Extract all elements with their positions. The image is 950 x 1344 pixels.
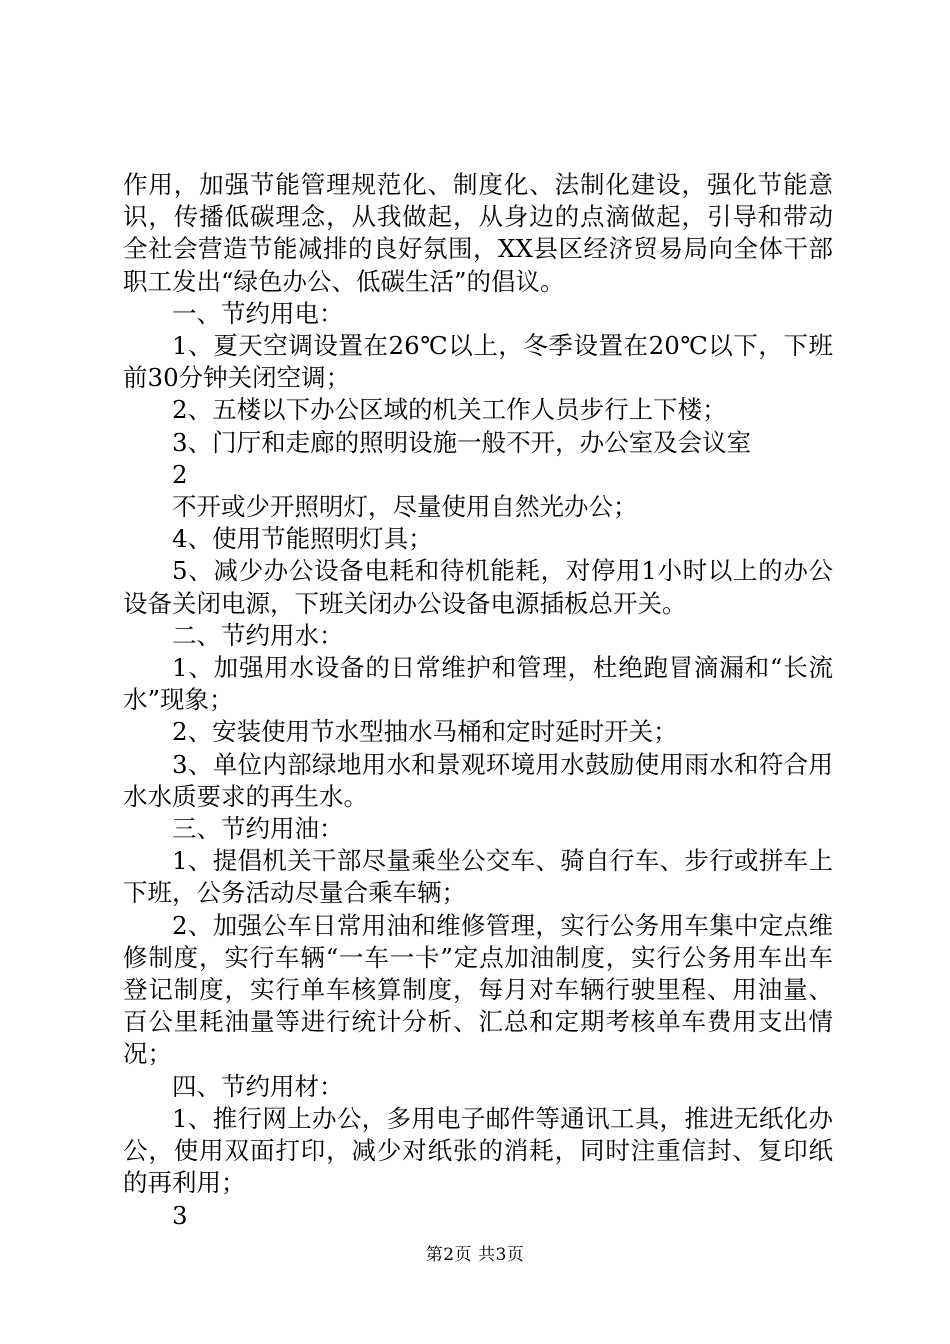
list-item: 2、加强公车日常用油和维修管理，实行公务用车集中定点维修制度，实行车辆“一车一卡”定点加油制度，实行公务用车出车登记制度，实行单车核算制度，每月对车辆行驶里程、用油量、百公里耗油量等进行统计分析、汇总和定期考核单车费用支出情况； [123,910,833,1069]
list-item: 2、五楼以下办公区域的机关工作人员步行上下楼； [172,395,727,425]
list-item: 3、门厅和走廊的照明设施一般不开，办公室及会议室 [172,427,752,457]
inline-page-number: 3 [172,1200,188,1230]
section-heading-materials: 四、节约用材： [172,1071,344,1101]
document-body [123,169,833,1232]
page-footer: 第2页 共3页 [425,1245,525,1265]
section-heading-water: 二、节约用水： [172,620,344,650]
section-heading-oil: 三、节约用油： [172,814,344,844]
list-item: 1、推行网上办公，多用电子邮件等通讯工具，推进无纸化办公，使用双面打印，减少对纸张的消耗，同时注重信封、复印纸的再利用； [123,1103,833,1198]
list-item: 4、使用节能照明灯具； [172,524,433,554]
list-item: 1、提倡机关干部尽量乘坐公交车、骑自行车、步行或拼车上下班，公务活动尽量合乘车辆； [123,846,833,908]
list-item: 5、减少办公设备电耗和待机能耗，对停用1小时以上的办公设备关闭电源，下班关闭办公设备电源插板总开关。 [123,556,833,618]
list-item-continuation: 不开或少开照明灯，尽量使用自然光办公； [172,492,638,522]
section-heading-electricity: 一、节约用电： [172,298,344,328]
list-item: 3、单位内部绿地用水和景观环境用水鼓励使用雨水和符合用水水质要求的再生水。 [123,749,833,811]
list-item: 1、夏天空调设置在26℃以上，冬季设置在20℃以下，下班前30分钟关闭空调； [123,331,833,393]
list-item: 2、安装使用节水型抽水马桶和定时延时开关； [172,717,678,747]
list-item: 1、加强用水设备的日常维护和管理，杜绝跑冒滴漏和“长流水”现象； [123,653,833,715]
inline-page-number: 2 [172,459,188,489]
paragraph-intro: 作用，加强节能管理规范化、制度化、法制化建设，强化节能意识，传播低碳理念，从我做起，从身边的点滴做起，引导和带动全社会营造节能减排的良好氛围，XX县区经济贸易局向全体干部职工发出“绿色办公、低碳生活”的倡议。 [123,170,833,296]
